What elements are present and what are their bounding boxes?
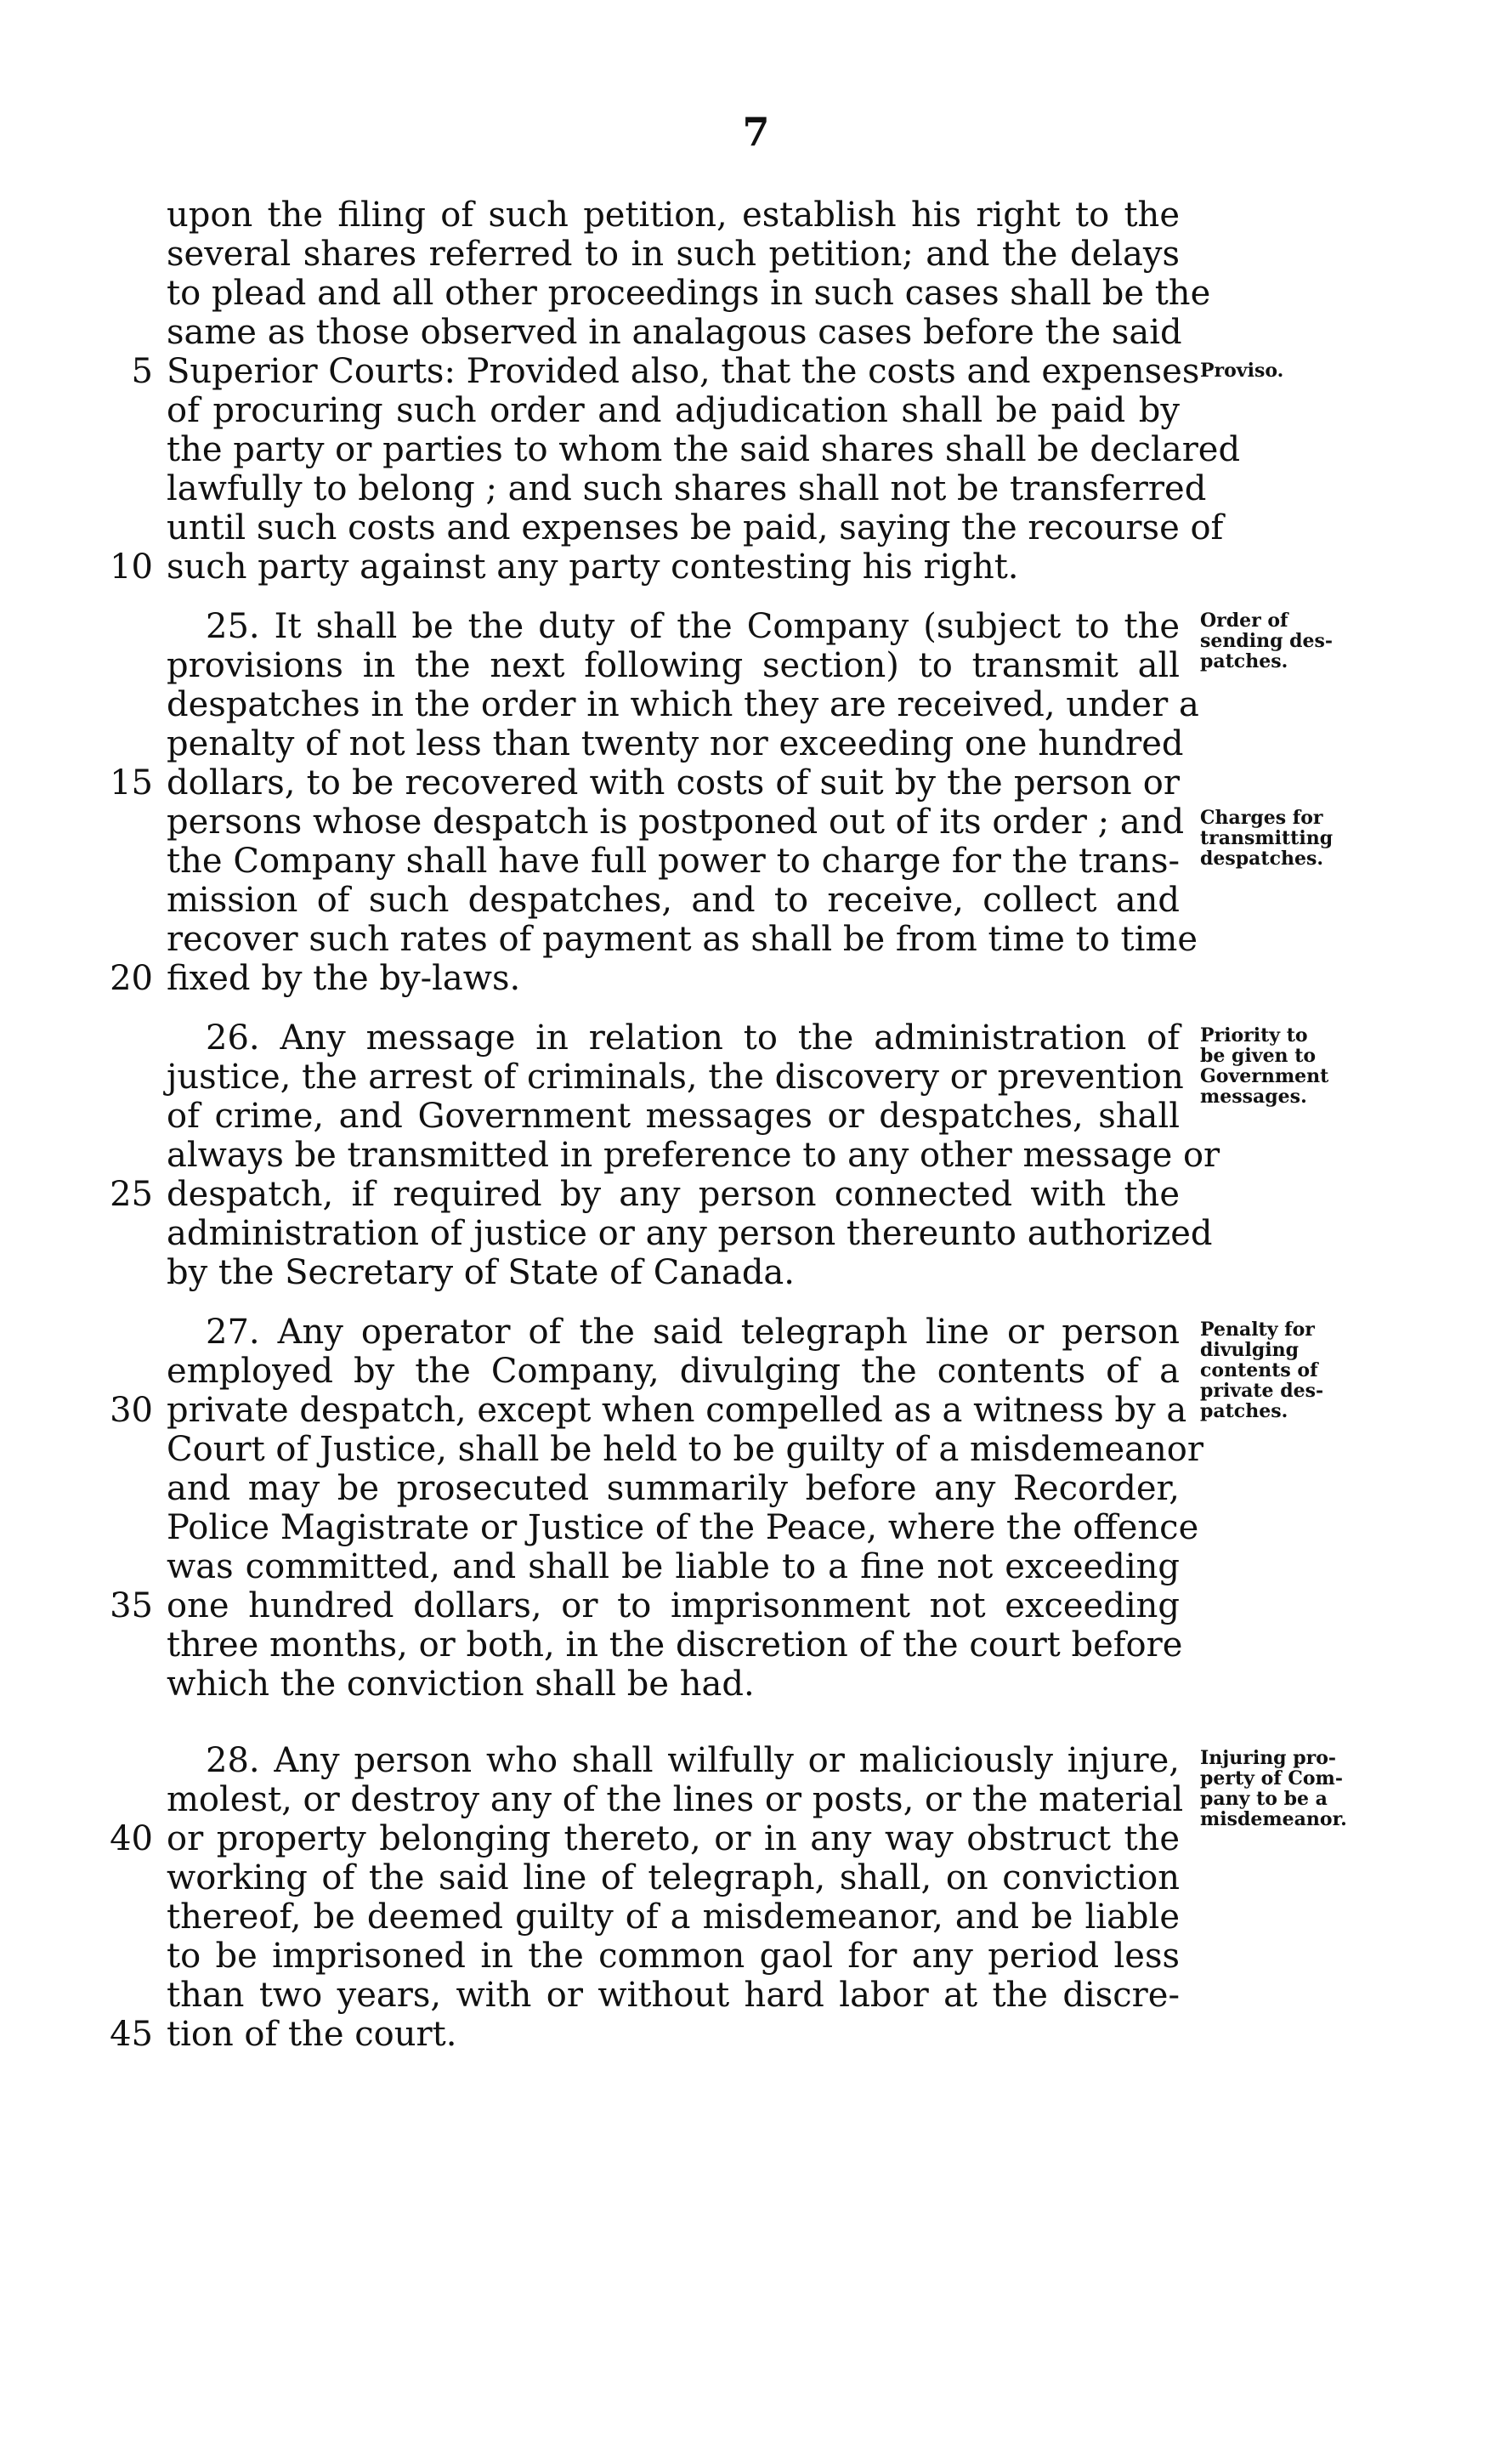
margin-note-injuring <box>1200 1748 1413 1829</box>
margin-note-line: pany to be a <box>1200 1788 1328 1810</box>
section-25-heading-line: 25. It shall be the duty of the Company (subject to the <box>206 607 1180 646</box>
margin-note-line: perty of Com- <box>1200 1767 1343 1790</box>
line-number: 35 <box>110 1586 153 1625</box>
text-line: Police Magistrate or Justice of the Peace, where the offence <box>167 1508 1199 1547</box>
margin-note-proviso <box>1200 360 1413 381</box>
text-line: private despatch, except when compelled as a witness by a <box>167 1391 1187 1430</box>
text-line: molest, or destroy any of the lines or posts, or the material <box>167 1780 1184 1819</box>
margin-note-line: Priority to <box>1200 1024 1308 1046</box>
text-line: dollars, to be recovered with costs of suit by the person or <box>167 763 1180 803</box>
text-line: and may be prosecuted summarily before any Recorder, <box>167 1469 1180 1508</box>
text-line: recover such rates of payment as shall be from time to time <box>167 920 1198 959</box>
margin-note-penalty <box>1200 1319 1413 1421</box>
margin-note-line: Proviso. <box>1200 360 1284 382</box>
text-line: penalty of not less than twenty nor exceeding one hundred <box>167 724 1184 763</box>
margin-note-line: Charges for <box>1200 807 1323 829</box>
text-line: until such costs and expenses be paid, saying the recourse of <box>167 508 1224 547</box>
text-line: the Company shall have full power to charge for the trans- <box>167 842 1180 881</box>
text-line: than two years, with or without hard labor at the discre- <box>167 1976 1180 2015</box>
text-line: several shares referred to in such petition; and the delays <box>167 235 1180 274</box>
margin-note-line: be given to <box>1200 1045 1317 1067</box>
margin-note-order-of-despatches <box>1200 610 1413 672</box>
line-number: 40 <box>110 1819 153 1858</box>
margin-note-line: patches. <box>1200 650 1288 672</box>
text-line: one hundred dollars, or to imprisonment not exceeding <box>167 1586 1180 1625</box>
text-line: upon the filing of such petition, establish his right to the <box>167 196 1180 235</box>
text-line: to plead and all other proceedings in such cases shall be the <box>167 274 1211 313</box>
text-line: of crime, and Government messages or despatches, shall <box>167 1097 1180 1136</box>
text-line: despatch, if required by any person connected with the <box>167 1175 1180 1214</box>
margin-note-line: patches. <box>1200 1400 1288 1422</box>
text-line: the party or parties to whom the said shares shall be declared <box>167 430 1241 469</box>
text-line: tion of the court. <box>167 2015 457 2054</box>
text-line: by the Secretary of State of Canada. <box>167 1253 795 1292</box>
text-line: or property belonging thereto, or in any way obstruct the <box>167 1819 1180 1858</box>
margin-note-line: despatches. <box>1200 848 1323 870</box>
margin-note-line: misdemeanor. <box>1200 1808 1347 1830</box>
text-line: Superior Courts: Provided also, that the costs and expenses <box>167 352 1200 391</box>
text-line: to be imprisoned in the common gaol for any period less <box>167 1937 1180 1976</box>
text-line: thereof, be deemed guilty of a misdemeanor, and be liable <box>167 1897 1180 1937</box>
section-27-heading-line: 27. Any operator of the said telegraph line or person <box>206 1313 1180 1352</box>
text-line: Court of Justice, shall be held to be guilty of a misdemeanor <box>167 1430 1203 1469</box>
margin-note-line: divulging <box>1200 1339 1299 1361</box>
text-line: was committed, and shall be liable to a fine not exceeding <box>167 1547 1180 1586</box>
text-line: justice, the arrest of criminals, the discovery or prevention <box>167 1058 1184 1097</box>
text-line: mission of such despatches, and to receive, collect and <box>167 881 1180 920</box>
line-number: 30 <box>110 1391 153 1430</box>
text-line: always be transmitted in preference to any other message or <box>167 1136 1220 1175</box>
section-28-heading-line: 28. Any person who shall wilfully or maliciously injure, <box>206 1741 1180 1780</box>
margin-note-line: private des- <box>1200 1380 1324 1402</box>
margin-note-line: Penalty for <box>1200 1319 1315 1341</box>
margin-note-line: transmitting <box>1200 827 1334 849</box>
margin-note-line: contents of <box>1200 1359 1318 1381</box>
text-line: same as those observed in analagous cases before the said <box>167 313 1182 352</box>
text-line: employed by the Company, divulging the contents of a <box>167 1352 1180 1391</box>
margin-note-line: messages. <box>1200 1086 1307 1108</box>
section-26-heading-line: 26. Any message in relation to the administration of <box>206 1018 1180 1058</box>
line-number: 15 <box>110 763 153 803</box>
line-number: 45 <box>110 2015 153 2054</box>
text-line: which the conviction shall be had. <box>167 1665 755 1704</box>
margin-note-line: Injuring pro- <box>1200 1747 1337 1769</box>
page-number: 7 <box>742 109 770 155</box>
text-line: working of the said line of telegraph, shall, on conviction <box>167 1858 1180 1897</box>
text-line: despatches in the order in which they are received, under a <box>167 685 1199 724</box>
text-line: of procuring such order and adjudication shall be paid by <box>167 391 1180 430</box>
line-number: 20 <box>110 959 153 998</box>
margin-note-line: Order of <box>1200 610 1288 632</box>
text-line: fixed by the by-laws. <box>167 959 521 998</box>
margin-note-line: Government <box>1200 1065 1329 1087</box>
line-number: 10 <box>110 547 153 587</box>
margin-note-charges <box>1200 808 1413 869</box>
line-number: 25 <box>110 1175 153 1214</box>
text-line: lawfully to belong ; and such shares shall not be transferred <box>167 469 1207 508</box>
margin-note-priority <box>1200 1025 1413 1107</box>
text-line: administration of justice or any person thereunto authorized <box>167 1214 1213 1253</box>
text-line: persons whose despatch is postponed out of its order ; and <box>167 803 1185 842</box>
text-line: three months, or both, in the discretion of the court before <box>167 1625 1183 1665</box>
margin-note-line: sending des- <box>1200 630 1334 652</box>
line-number: 5 <box>131 352 153 391</box>
text-line: provisions in the next following section) to transmit all <box>167 646 1180 685</box>
text-line: such party against any party contesting his right. <box>167 547 1019 587</box>
